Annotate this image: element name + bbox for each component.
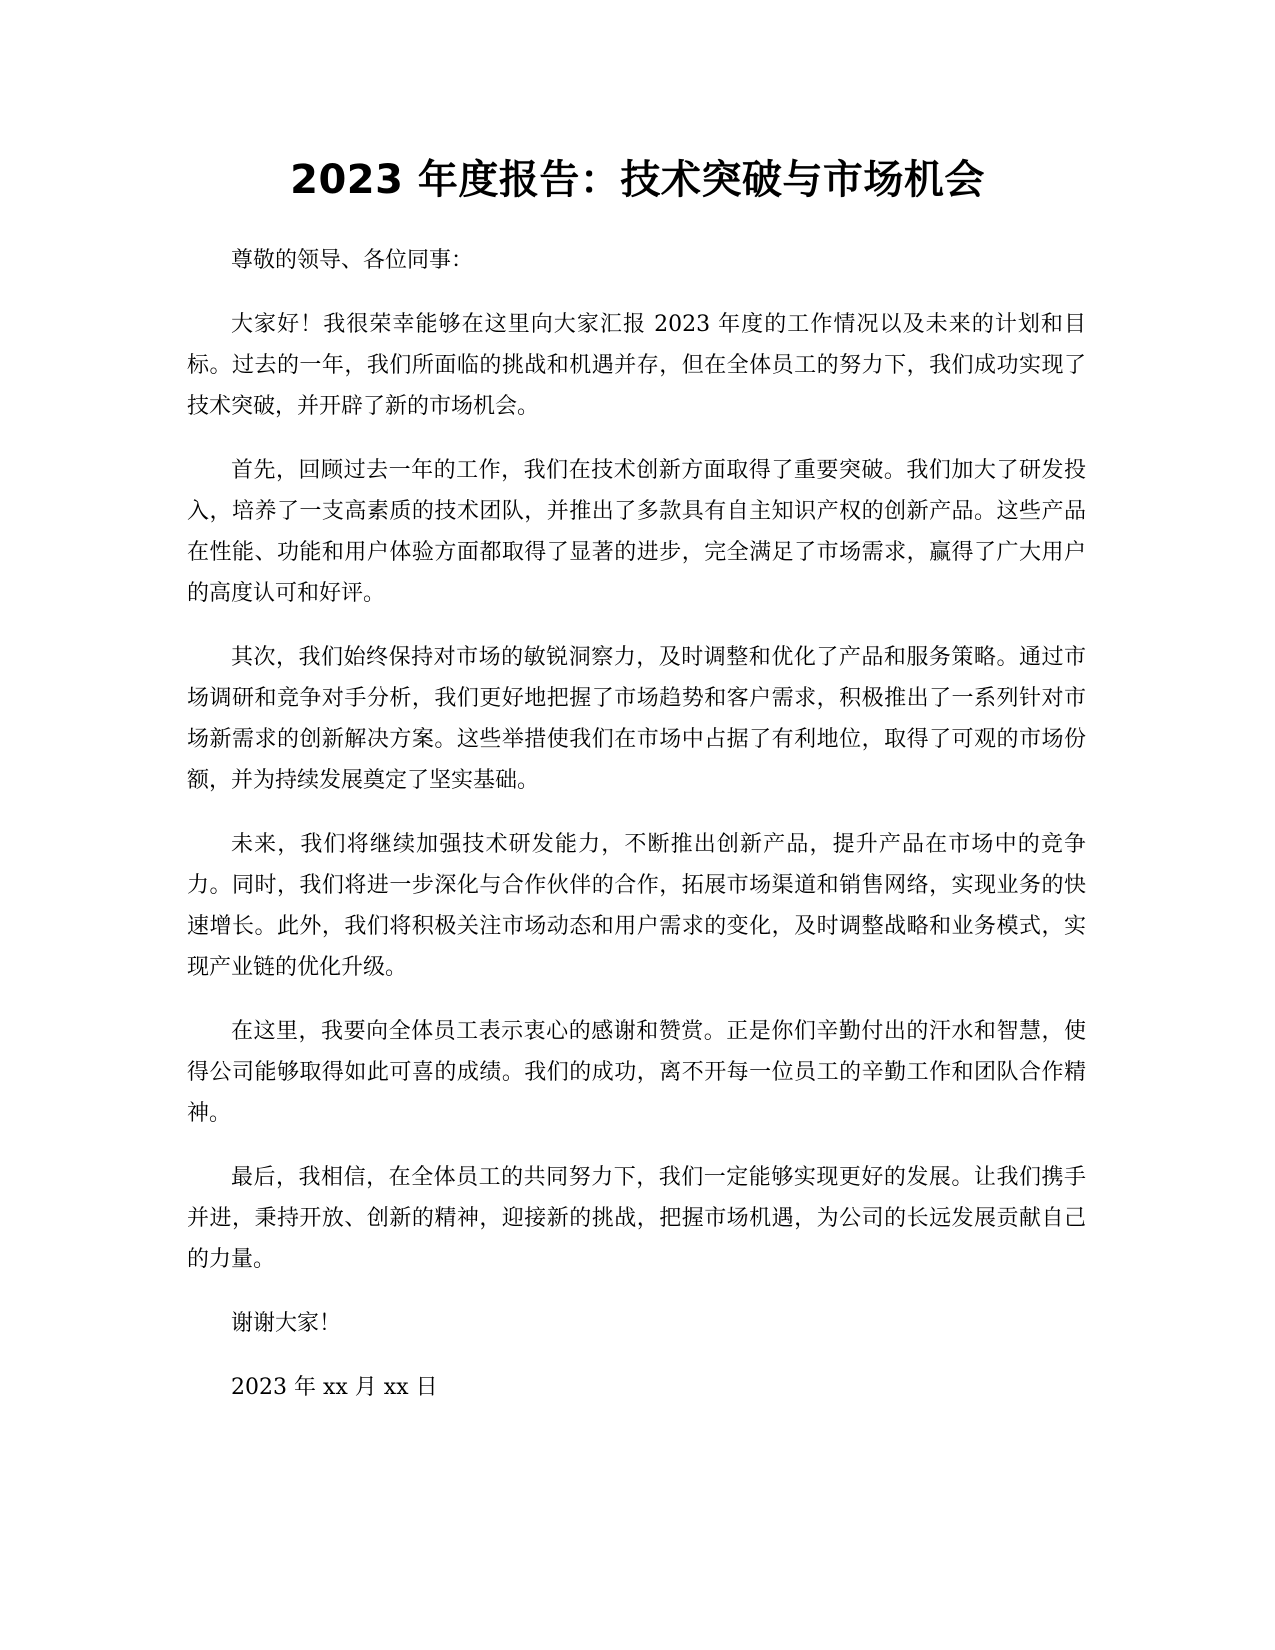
document-body <box>187 240 1086 1408</box>
paragraph-thanks-staff: 在这里，我要向全体员工表示衷心的感谢和赞赏。正是你们辛勤付出的汗水和智慧，使得公司能够取得如此可喜的成绩。我们的成功，离不开每一位员工的辛勤工作和团队合作精神。 <box>187 1019 1086 1126</box>
document-date: 2023 年 xx 月 xx 日 <box>231 1375 438 1400</box>
paragraph-tech-breakthrough: 首先，回顾过去一年的工作，我们在技术创新方面取得了重要突破。我们加大了研发投入，培养了一支高素质的技术团队，并推出了多款具有自主知识产权的创新产品。这些产品在性能、功能和用户体验方面都取得了显著的进步，完全满足了市场需求，赢得了广大用户的高度认可和好评。 <box>187 458 1086 606</box>
paragraph-future-plans: 未来，我们将继续加强技术研发能力，不断推出创新产品，提升产品在市场中的竞争力。同时，我们将进一步深化与合作伙伴的合作，拓展市场渠道和销售网络，实现业务的快速增长。此外，我们将积极关注市场动态和用户需求的变化，及时调整战略和业务模式，实现产业链的优化升级。 <box>187 832 1086 980</box>
paragraph-market-insight: 其次，我们始终保持对市场的敏锐洞察力，及时调整和优化了产品和服务策略。通过市场调研和竞争对手分析，我们更好地把握了市场趋势和客户需求，积极推出了一系列针对市场新需求的创新解决方案。这些举措使我们在市场中占据了有利地位，取得了可观的市场份额，并为持续发展奠定了坚实基础。 <box>187 645 1086 793</box>
paragraph-conclusion: 最后，我相信，在全体员工的共同努力下，我们一定能够实现更好的发展。让我们携手并进，秉持开放、创新的精神，迎接新的挑战，把握市场机遇，为公司的长远发展贡献自己的力量。 <box>187 1165 1086 1272</box>
salutation: 尊敬的领导、各位同事： <box>231 248 474 273</box>
paragraph-opening: 大家好！我很荣幸能够在这里向大家汇报 2023 年度的工作情况以及未来的计划和目标。过去的一年，我们所面临的挑战和机遇并存，但在全体员工的努力下，我们成功实现了技术突破，并开辟了新的市场机会。 <box>187 312 1086 419</box>
closing: 谢谢大家！ <box>231 1311 342 1336</box>
document-title: 2023 年度报告：技术突破与市场机会 <box>290 157 985 203</box>
